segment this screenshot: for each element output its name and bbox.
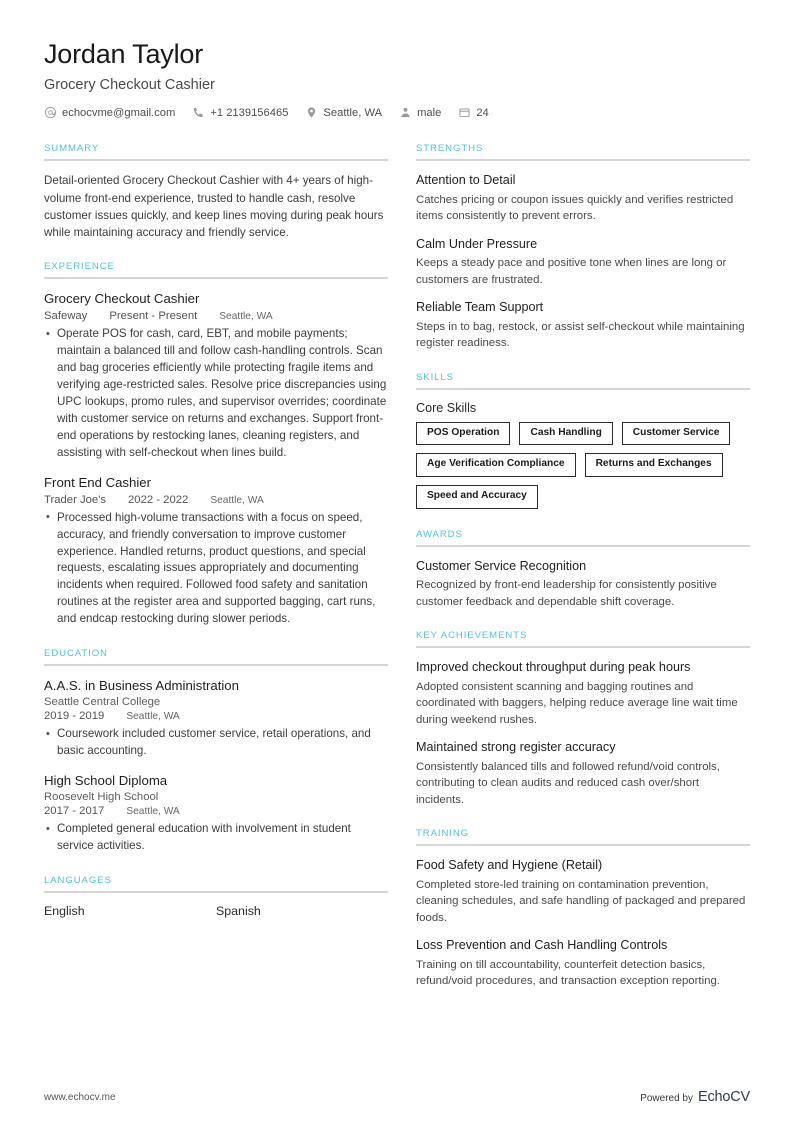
summary-text: Detail-oriented Grocery Checkout Cashier with 4+ years of high-volume front-end experience, trusted to handle cash, resolve customer issues quickly, and keep lines moving during peak hours while maintaining accuracy and friendly service.: [44, 174, 384, 239]
strength-description: Keeps a steady pace and positive tone when lines are long or customers are frustrated.: [416, 257, 727, 286]
strength-description: Catches pricing or coupon issues quickly and verifies restricted items consistently to prevent errors.: [416, 193, 734, 223]
section-key-achievements: [416, 630, 750, 808]
key-achievement-name: Maintained strong register accuracy: [416, 740, 616, 755]
experience-dates: Present - Present: [109, 310, 198, 323]
strength-item: [416, 236, 750, 288]
training-item: [416, 937, 750, 989]
section-experience: [44, 261, 388, 628]
key-achievement-description: Adopted consistent scanning and bagging routines and coordinated with baggers, helping reduce average line wait time during weekend rushes.: [416, 680, 738, 726]
contact-email: [44, 106, 175, 119]
key-achievement-item: [416, 659, 750, 728]
experience-location: Seattle, WA: [219, 311, 273, 323]
contact-age-value: 24: [476, 106, 489, 119]
training-description: Training on till accountability, counterfeit detection basics, refund/void procedures, and transaction exception reporting.: [416, 958, 720, 988]
contact-gender: [399, 106, 441, 119]
experience-location: Seattle, WA: [210, 494, 264, 506]
section-divider: [416, 844, 750, 846]
section-divider: [416, 159, 750, 161]
contact-age: [458, 106, 488, 119]
powered-by-label: Powered by: [640, 1093, 693, 1104]
candidate-name: Jordan Taylor: [44, 39, 203, 69]
resume-columns: [0, 143, 794, 1009]
award-description: Recognized by front-end leadership for consistently positive customer feedback and dependable shift coverage.: [416, 579, 717, 608]
candidate-job-title: Grocery Checkout Cashier: [44, 77, 215, 94]
echocv-brand-logo: EchoCV: [698, 1089, 750, 1105]
section-divider: [416, 545, 750, 547]
contact-phone-value: +1 2139156465: [210, 106, 289, 119]
contact-location-value: Seattle, WA: [323, 106, 383, 119]
key-achievement-description: Consistently balanced tills and followed refund/void controls, contributing to clean audits and reduced cash over/short incidents.: [416, 760, 720, 806]
education-degree: High School Diploma: [44, 773, 168, 789]
training-name: Food Safety and Hygiene (Retail): [416, 858, 603, 873]
skill-chip: Age Verification Compliance: [416, 453, 576, 477]
section-title-languages: LANGUAGES: [44, 875, 112, 887]
strength-item: [416, 172, 750, 224]
key-achievement-item: [416, 739, 750, 808]
education-degree: A.A.S. in Business Administration: [44, 678, 239, 694]
language-name: English: [44, 904, 85, 919]
education-meta: [44, 805, 388, 817]
bullet-item: • Operate POS for cash, card, EBT, and mobile payments; maintain a balanced till and follow cash-handling controls. Scan and bag groceries efficiently while protecting fragile items and verifying age-restricted sales. Resolve price discrepancies using UPC lookups, promo rules, and supervisor overrides; coordinate with customer service on returns and exchanges. Support front-end operations by restocking lanes, cleaning registers, and assisting with self-checkout when lines build.: [44, 326, 388, 461]
bullet-item: • Completed general education with involvement in student service activities.: [44, 821, 388, 855]
section-languages: [44, 875, 388, 922]
experience-role: Front End Cashier: [44, 474, 152, 490]
bullet-item: • Coursework included customer service, retail operations, and basic accounting.: [44, 726, 388, 760]
section-divider: [44, 277, 388, 279]
footer-branding: [640, 1089, 750, 1105]
section-title-training: TRAINING: [416, 828, 470, 840]
resume-footer: [0, 1071, 794, 1123]
experience-company: Trader Joe's: [44, 493, 107, 506]
skill-chip: POS Operation: [416, 422, 510, 446]
education-dates: 2017 - 2017: [44, 805, 105, 818]
section-title-education: EDUCATION: [44, 648, 108, 660]
contact-location: [305, 106, 382, 119]
footer-url[interactable]: www.echocv.me: [44, 1091, 116, 1103]
section-title-skills: SKILLS: [416, 371, 454, 383]
section-divider: [44, 159, 388, 161]
section-title-key-achievements: KEY ACHIEVEMENTS: [416, 630, 528, 642]
section-training: [416, 828, 750, 989]
strength-description: Steps in to bag, restock, or assist self-checkout while maintaining register readiness.: [416, 320, 745, 350]
contact-row: [44, 106, 750, 119]
skill-chip: Returns and Exchanges: [585, 453, 723, 477]
experience-dates: 2022 - 2022: [128, 493, 189, 506]
skill-chip: Customer Service: [622, 422, 731, 446]
section-skills: [416, 372, 750, 509]
bullet-item: • Processed high-volume transactions with a focus on speed, accuracy, and friendly conversation to improve customer experience. Handled returns, product questions, and special requests, escalating issues appropriately and documenting incidents when required. Followed food safety and sanitation routines at the register area and supported bagging, cart runs, and endcap restocking during slower periods.: [44, 510, 388, 628]
section-divider: [44, 664, 388, 666]
section-title-awards: AWARDS: [416, 528, 463, 540]
training-name: Loss Prevention and Cash Handling Controls: [416, 938, 668, 953]
skill-group-label: Core Skills: [416, 400, 477, 415]
contact-phone: [192, 106, 288, 119]
experience-entry: [44, 290, 388, 462]
education-entry: [44, 677, 388, 760]
section-strengths: [416, 143, 750, 351]
right-column: [416, 143, 750, 1009]
section-summary: [44, 143, 388, 241]
location-pin-icon: [305, 106, 318, 119]
section-awards: [416, 529, 750, 610]
section-title-summary: SUMMARY: [44, 143, 100, 155]
phone-icon: [192, 106, 205, 119]
experience-bullets: [44, 326, 388, 461]
education-entry: [44, 772, 388, 855]
key-achievement-name: Improved checkout throughput during peak hours: [416, 660, 691, 675]
training-description: Completed store-led training on contamination prevention, cleaning schedules, and safe handling of packaged and prepared foods.: [416, 878, 746, 924]
contact-gender-value: male: [417, 106, 442, 119]
skill-chip: Cash Handling: [519, 422, 612, 446]
education-bullets: [44, 726, 388, 760]
training-item: [416, 857, 750, 926]
email-icon: [44, 106, 57, 119]
education-meta: [44, 710, 388, 722]
strength-name: Calm Under Pressure: [416, 236, 538, 251]
award-name: Customer Service Recognition: [416, 558, 587, 573]
strength-name: Attention to Detail: [416, 173, 516, 188]
education-school: Roosevelt High School: [44, 791, 159, 804]
education-location: Seattle, WA: [126, 711, 180, 723]
education-school: Seattle Central College: [44, 696, 161, 709]
strength-item: [416, 299, 750, 351]
experience-role: Grocery Checkout Cashier: [44, 291, 200, 307]
experience-meta: [44, 494, 388, 506]
award-item: [416, 558, 750, 610]
skill-chip: Speed and Accuracy: [416, 485, 538, 509]
experience-meta: [44, 310, 388, 322]
languages-clipped-region: [44, 904, 388, 922]
section-divider: [416, 388, 750, 390]
strength-name: Reliable Team Support: [416, 300, 544, 315]
calendar-icon: [458, 106, 471, 119]
section-title-experience: EXPERIENCE: [44, 261, 115, 273]
experience-company: Safeway: [44, 310, 88, 323]
language-name: Spanish: [216, 904, 261, 919]
person-icon: [399, 106, 412, 119]
contact-email-value: echocvme@gmail.com: [62, 106, 176, 119]
section-divider: [44, 891, 388, 893]
experience-bullets: [44, 510, 388, 628]
education-dates: 2019 - 2019: [44, 710, 105, 723]
education-bullets: [44, 821, 388, 855]
education-location: Seattle, WA: [126, 806, 180, 818]
section-divider: [416, 646, 750, 648]
experience-entry: [44, 474, 388, 629]
section-education: [44, 648, 388, 855]
section-title-strengths: STRENGTHS: [416, 143, 484, 155]
skill-chip-list: [416, 422, 750, 509]
resume-header: [0, 0, 794, 119]
left-column: [44, 143, 416, 942]
languages-row: [44, 904, 388, 918]
